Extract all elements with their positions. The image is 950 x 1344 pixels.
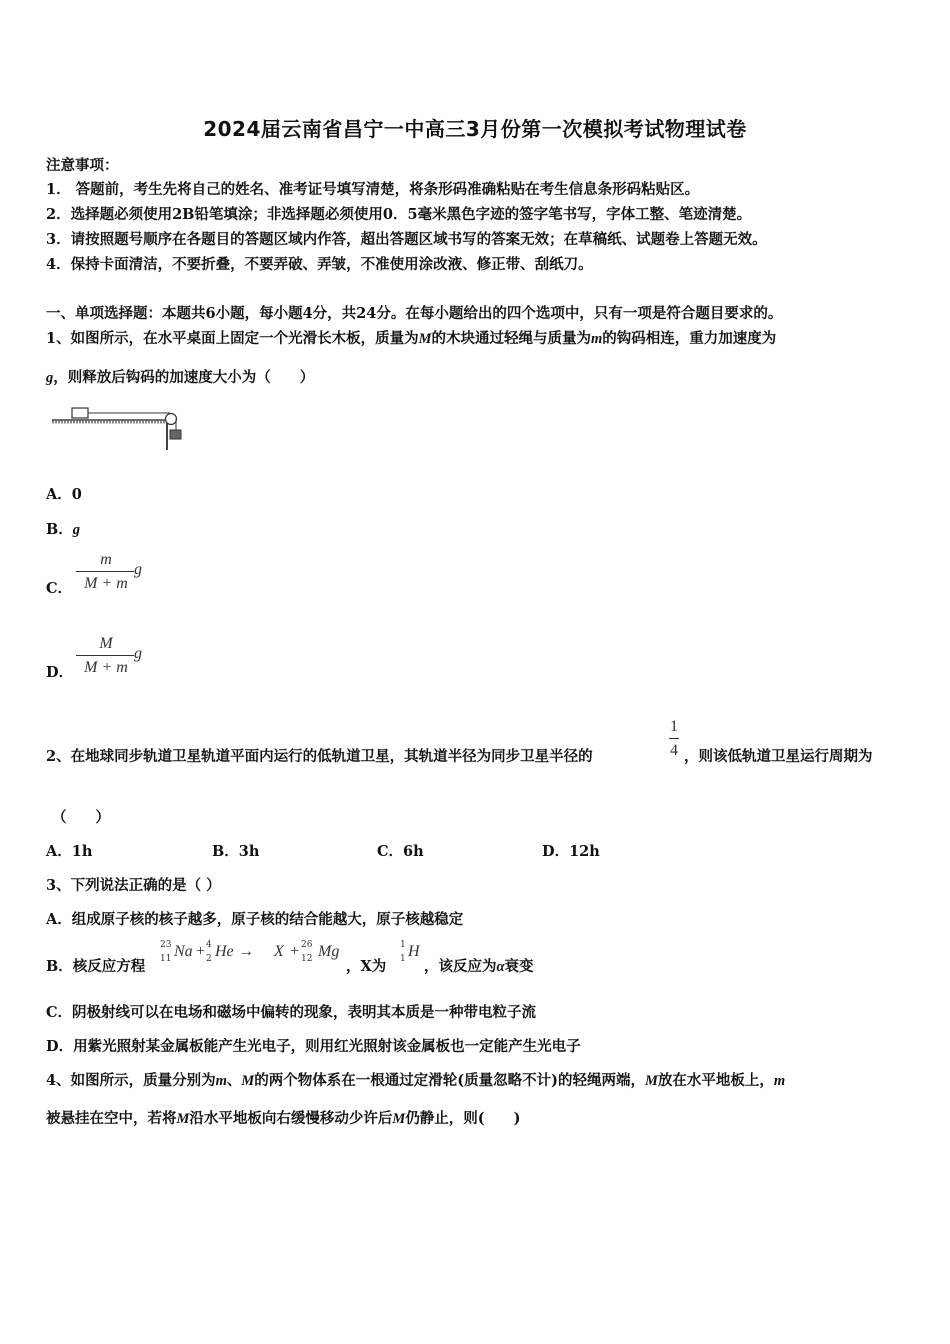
- question-2-option-d[interactable]: D．12h: [542, 843, 600, 860]
- question-1-option-d-label[interactable]: D．: [46, 664, 74, 681]
- notice-heading: 注意事项：: [46, 157, 119, 174]
- section-heading: 一、单项选择题：本题共6小题，每小题4分，共24分。在每小题给出的四个选项中，只有一项是符合题目要求的。: [46, 305, 783, 322]
- question-4-stem: 4、如图所示，质量分别为m、M的两个物体系在一根通过定滑轮(质量忽略不计)的轻绳两端，M放在水平地板上，m: [46, 1072, 786, 1089]
- question-3-option-b-middle: ，X为: [346, 958, 387, 975]
- notice-item: 4．保持卡面清洁，不要折叠，不要弄破、弄皱，不准使用涂改液、修正带、刮纸刀。: [46, 256, 593, 273]
- hydrogen-nucleus: 1 1 H: [400, 940, 420, 964]
- question-3-option-b-end: ，该反应为α衰变: [424, 958, 534, 975]
- notice-item: 3．请按照题号顺序在各题目的答题区域内作答，超出答题区域书写的答案无效；在草稿纸、试题卷上答题无效。: [46, 231, 767, 248]
- nuclear-equation: 23 11 Na + 4 2 He → X + 26 12 Mg: [160, 940, 340, 964]
- question-4-stem-line2: 被悬挂在空中，若将M沿水平地板向右缓慢移动少许后M仍静止，则( ): [46, 1110, 521, 1127]
- question-3-option-a[interactable]: A．组成原子核的核子越多，原子核的结合能越大，原子核越稳定: [46, 911, 464, 928]
- question-2-option-a[interactable]: A．1h: [46, 843, 93, 860]
- question-1-option-a[interactable]: A．0: [46, 486, 82, 503]
- question-3-option-d[interactable]: D．用紫光照射某金属板能产生光电子，则用红光照射该金属板也一定能产生光电子: [46, 1038, 581, 1055]
- question-1-option-d-formula: M M + m g: [76, 635, 156, 681]
- question-3-stem: 3、下列说法正确的是（ ）: [46, 877, 221, 894]
- question-1-stem: 1、如图所示，在水平桌面上固定一个光滑长木板，质量为M的木块通过轻绳与质量为m的钩码相连，重力加速度为: [46, 330, 777, 347]
- question-2-stem-end: ，则该低轨道卫星运行周期为: [684, 748, 873, 765]
- question-1-stem-line2: g，则释放后钩码的加速度大小为（ ）: [46, 369, 315, 386]
- question-2-fraction: 1 4: [670, 718, 678, 759]
- question-2-option-c[interactable]: C．6h: [377, 843, 424, 860]
- page-title: 2024届云南省昌宁一中高三3月份第一次模拟考试物理试卷: [203, 117, 747, 141]
- notice-item: 2．选择题必须使用2B铅笔填涂；非选择题必须使用0．5毫米黑色字迹的签字笔书写，字体工整、笔迹清楚。: [46, 206, 752, 223]
- question-2-paren: （ ）: [52, 809, 110, 826]
- question-2-option-b[interactable]: B．3h: [212, 843, 260, 860]
- notice-item: 1． 答题前，考生先将自己的姓名、准考证号填写清楚，将条形码准确粘贴在考生信息条形码粘贴区。: [46, 181, 700, 198]
- question-2-stem: 2、在地球同步轨道卫星轨道平面内运行的低轨道卫星，其轨道半径为同步卫星半径的: [46, 748, 593, 765]
- pulley: [166, 414, 177, 425]
- question-3-option-c[interactable]: C．阴极射线可以在电场和磁场中偏转的现象，表明其本质是一种带电粒子流: [46, 1004, 537, 1021]
- question-1-figure: [50, 400, 190, 454]
- hook-weight-m: [170, 430, 181, 439]
- question-1-option-b[interactable]: B．g: [46, 521, 81, 538]
- question-1-option-c-formula: m M + m g: [76, 551, 156, 597]
- question-3-option-b[interactable]: B．核反应方程: [46, 958, 146, 975]
- block-M: [72, 408, 88, 418]
- question-1-option-c-label[interactable]: C．: [46, 580, 73, 597]
